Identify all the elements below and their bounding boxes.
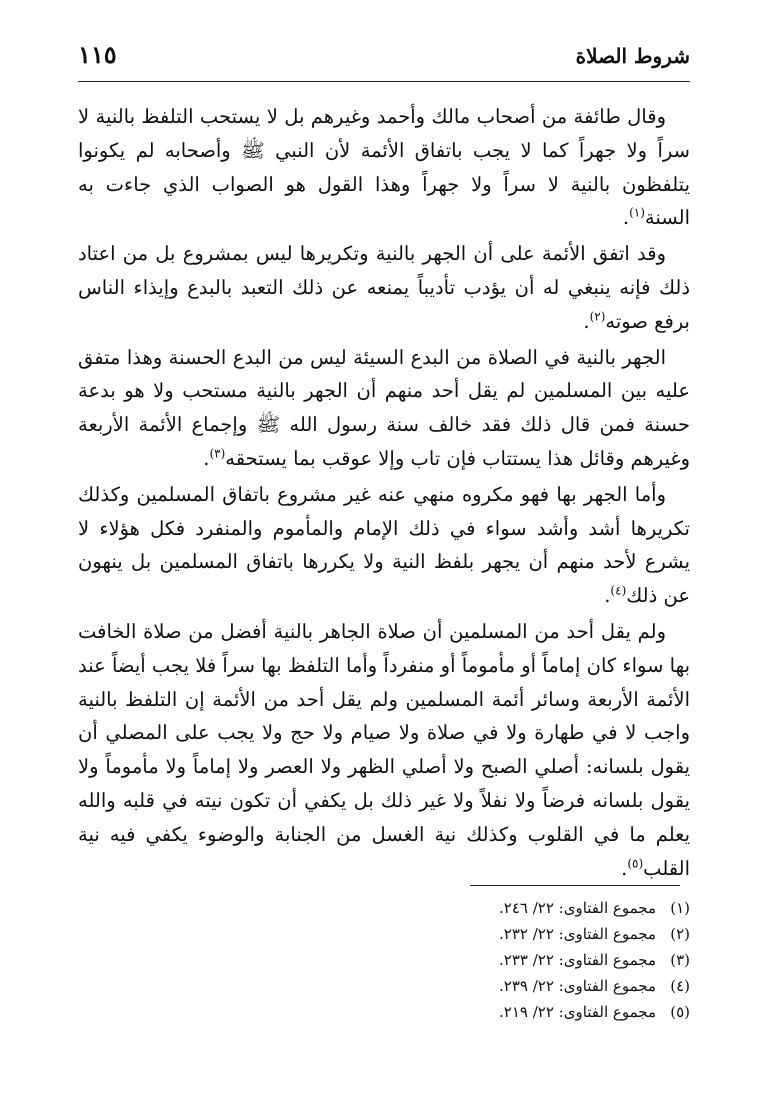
footnote-number: (٢) [670,925,690,943]
running-title: شروط الصلاة [575,44,690,68]
page-number: ١١٥ [78,40,117,69]
paragraph-text: ولم يقل أحد من المسلمين أن صلاة الجاهر بالنية أفضل من صلاة الخافت بها سواء كان إماماً أو مأموماً أو منفرداً وأما التلفظ بها سراً فلا يجب أيضاً عند الأئمة الأربعة وسائر أئمة المسلمين ولم يقل أحد من الأئمة إن التلفظ بالنية واجب لا في طهارة ولا في صلاة ولا صيام ولا حج ولا يجب على المصلي أن يقول بلسانه: أصلي الصبح ولا أصلي الظهر ولا العصر ولا إماماً ولا مأموماً ولا يقول بلسانه فرضاً ولا نفلاً ولا غير ذلك بل يكفي أن تكون نيته في قلبه والله يعلم ما في القلوب وكذلك نية الغسل من الجنابة والوضوء يكفي فيه نية القلب [78,619,690,880]
paragraph [78,100,690,235]
paragraph [78,478,690,613]
footnote-divider [470,885,680,886]
footnote-text: مجموع الفتاوى: ٢٢/ ٢١٩. [499,1003,656,1021]
footnote-marker: (٢) [589,309,606,324]
footnote-number: (٣) [670,951,690,969]
footnote-text: مجموع الفتاوى: ٢٢/ ٢٤٦. [499,899,656,917]
footnotes [390,895,690,1025]
paragraph [78,237,690,338]
paragraph-end: . [583,309,590,333]
paragraph-text: وأما الجهر بها فهو مكروه منهي عنه غير مشروع باتفاق المسلمين وكذلك تكريرها أشد وأشد سواء في ذلك الإمام والمأموم والمنفرد فكل هؤلاء لا يشرع لأحد منهم أن يجهر بلفظ النية ولا يكررها باتفاق المسلمين بل ينهون عن ذلك [78,482,690,608]
paragraph [78,615,690,885]
footnote-marker: (١) [629,205,645,220]
footnote [390,999,690,1025]
footnote [390,973,690,999]
footnote-text: مجموع الفتاوى: ٢٢/ ٢٣٣. [499,951,656,969]
footnote-marker: (٣) [209,446,226,461]
paragraph-text: الجهر بالنية في الصلاة من البدع السيئة ليس من البدع الحسنة وهذا متفق عليه بين المسلمين لم يقل أحد منهم أن الجهر بالنية مستحب ولا هو بدعة حسنة فمن قال ذلك فقد خالف سنة رسول الله ﷺ وإجماع الأئمة الأربعة وغيرهم وقائل هذا يستتاب فإن تاب وإلا عوقب بما يستحقه [78,345,690,470]
footnote-marker: (٥) [627,856,644,871]
paragraph-end: . [621,856,628,880]
paragraph-end: . [622,206,630,230]
header-divider [78,81,690,82]
paragraph-end: . [604,584,611,608]
body-text [78,100,690,887]
footnote-number: (١) [670,899,690,917]
footnote [390,895,690,921]
page-header [78,38,690,78]
paragraph-end: . [203,446,210,470]
footnote-number: (٤) [670,977,690,995]
footnote [390,947,690,973]
footnote-text: مجموع الفتاوى: ٢٢/ ٢٣٢. [499,925,656,943]
footnote-text: مجموع الفتاوى: ٢٢/ ٢٣٩. [499,977,656,995]
footnote-number: (٥) [670,1003,690,1021]
footnote [390,921,690,947]
paragraph-text: وقد اتفق الأئمة على أن الجهر بالنية وتكريرها ليس بمشروع بل من اعتاد ذلك فإنه ينبغي له أن يؤدب تأديباً يمنعه عن ذلك التعبد بالبدع وإيذاء الناس برفع صوته [78,242,690,333]
footnote-marker: (٤) [610,583,627,598]
paragraph-text: وقال طائفة من أصحاب مالك وأحمد وغيرهم بل لا يستحب التلفظ بالنية لا سراً ولا جهراً كما لا يجب باتفاق الأئمة لأن النبي ﷺ وأصحابه لم يكونوا يتلفظون بالنية لا سراً ولا جهراً وهذا القول هو الصواب الذي جاءت به السنة [78,105,690,230]
paragraph [78,341,690,476]
